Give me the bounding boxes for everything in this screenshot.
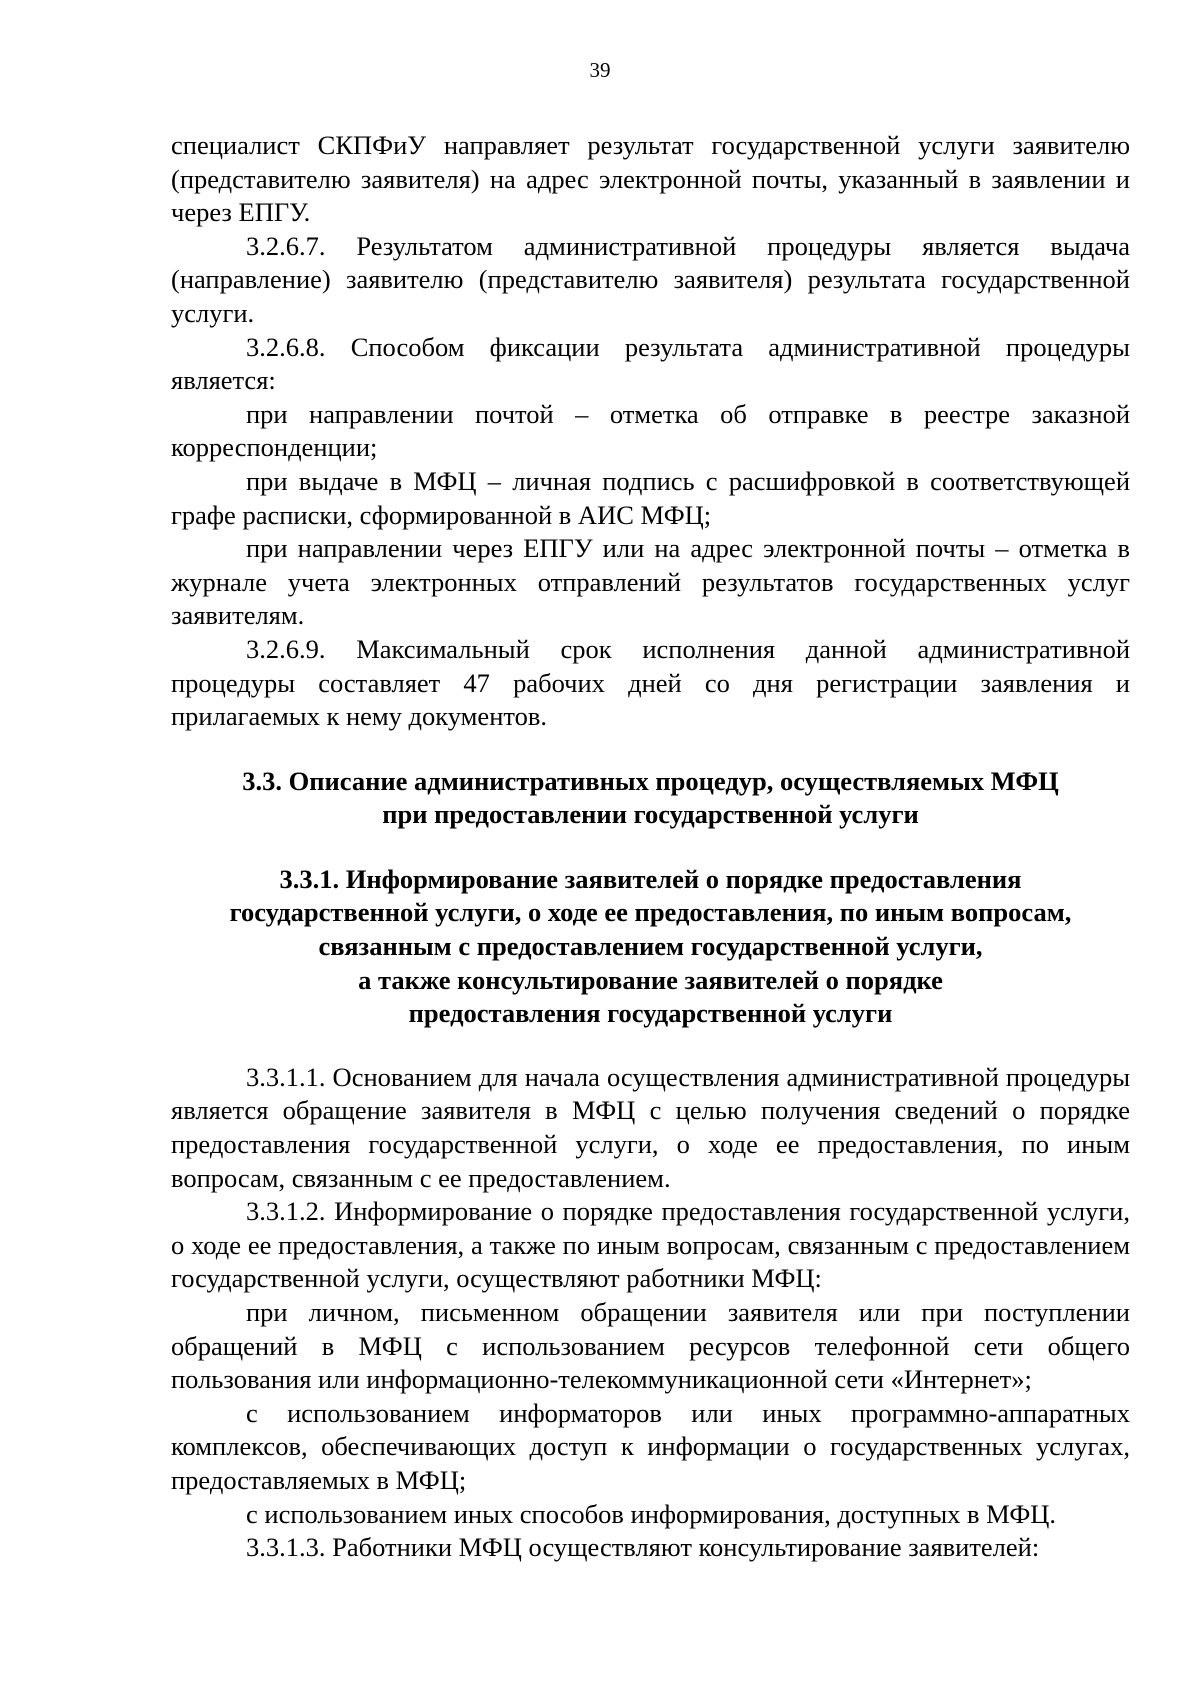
paragraph: 3.2.6.9. Максимальный срок исполнения данной административной процедуры составляет 47 рабочих дней со дня регистрации заявления и прилагаемых к нему документов. [171, 633, 1130, 732]
subsection-heading-line: государственной услуги, о ходе ее предоставления, по иным вопросам, [229, 897, 1072, 928]
paragraph: 3.3.1.1. Основанием для начала осуществления административной процедуры является обращение заявителя в МФЦ с целью получения сведений о порядке предоставления государственной услуги, о ходе ее предоставления, по иным вопросам, связанным с ее предоставлением. [171, 1061, 1130, 1193]
paragraph: при направлении через ЕПГУ или на адрес электронной почты – отметка в журнале учета электронных отправлений результатов государственных услуг заявителям. [171, 533, 1130, 631]
paragraph: при направлении почтой – отметка об отправке в реестре заказной корреспонденции; [171, 398, 1130, 463]
subsection-heading [171, 863, 1130, 1031]
document-body [171, 129, 1130, 1565]
paragraph: с использованием информаторов или иных программно-аппаратных комплексов, обеспечивающих доступ к информации о государственных услугах, предоставляемых в МФЦ; [171, 1397, 1130, 1495]
paragraph: 3.2.6.7. Результатом административной процедуры является выдача (направление) заявителю (представителю заявителя) результата государственной услуги. [171, 230, 1130, 328]
bottom-paragraphs [171, 1061, 1130, 1565]
paragraph: 3.2.6.8. Способом фиксации результата административной процедуры является: [171, 331, 1130, 396]
top-paragraphs [171, 129, 1130, 734]
section-heading-line: при предоставлении государственной услуги [382, 799, 919, 830]
paragraph: при личном, письменном обращении заявителя или при поступлении обращений в МФЦ с использованием ресурсов телефонной сети общего пользования или информационно-телекоммуникационной сети «Интернет»; [171, 1297, 1130, 1395]
paragraph: специалист СКПФиУ направляет результат государственной услуги заявителю (представителю заявителя) на адрес электронной почты, указанный в заявлении и через ЕПГУ. [171, 130, 1130, 228]
page-number: 39 [589, 58, 611, 82]
subsection-heading-line: связанным с предоставлением государственной услуги, [318, 931, 983, 962]
paragraph: 3.3.1.2. Информирование о порядке предоставления государственной услуги, о ходе ее предоставления, а также по иным вопросам, связанным с предоставлением государственной услуги, осуществляют работники МФЦ: [171, 1196, 1130, 1294]
paragraph: при выдаче в МФЦ – личная подпись с расшифровкой в соответствующей графе расписки, сформированной в АИС МФЦ; [171, 465, 1130, 530]
section-heading [171, 765, 1130, 832]
paragraph: с использованием иных способов информирования, доступных в МФЦ. [246, 1498, 1057, 1529]
subsection-heading-line: 3.3.1. Информирование заявителей о порядке предоставления [279, 863, 1022, 894]
subsection-heading-line: предоставления государственной услуги [408, 998, 893, 1029]
section-heading-line: 3.3. Описание административных процедур, осуществляемых МФЦ [242, 765, 1059, 796]
subsection-heading-line: а также консультирование заявителей о порядке [358, 964, 943, 995]
paragraph: 3.3.1.3. Работники МФЦ осуществляют консультирование заявителей: [246, 1532, 1040, 1563]
